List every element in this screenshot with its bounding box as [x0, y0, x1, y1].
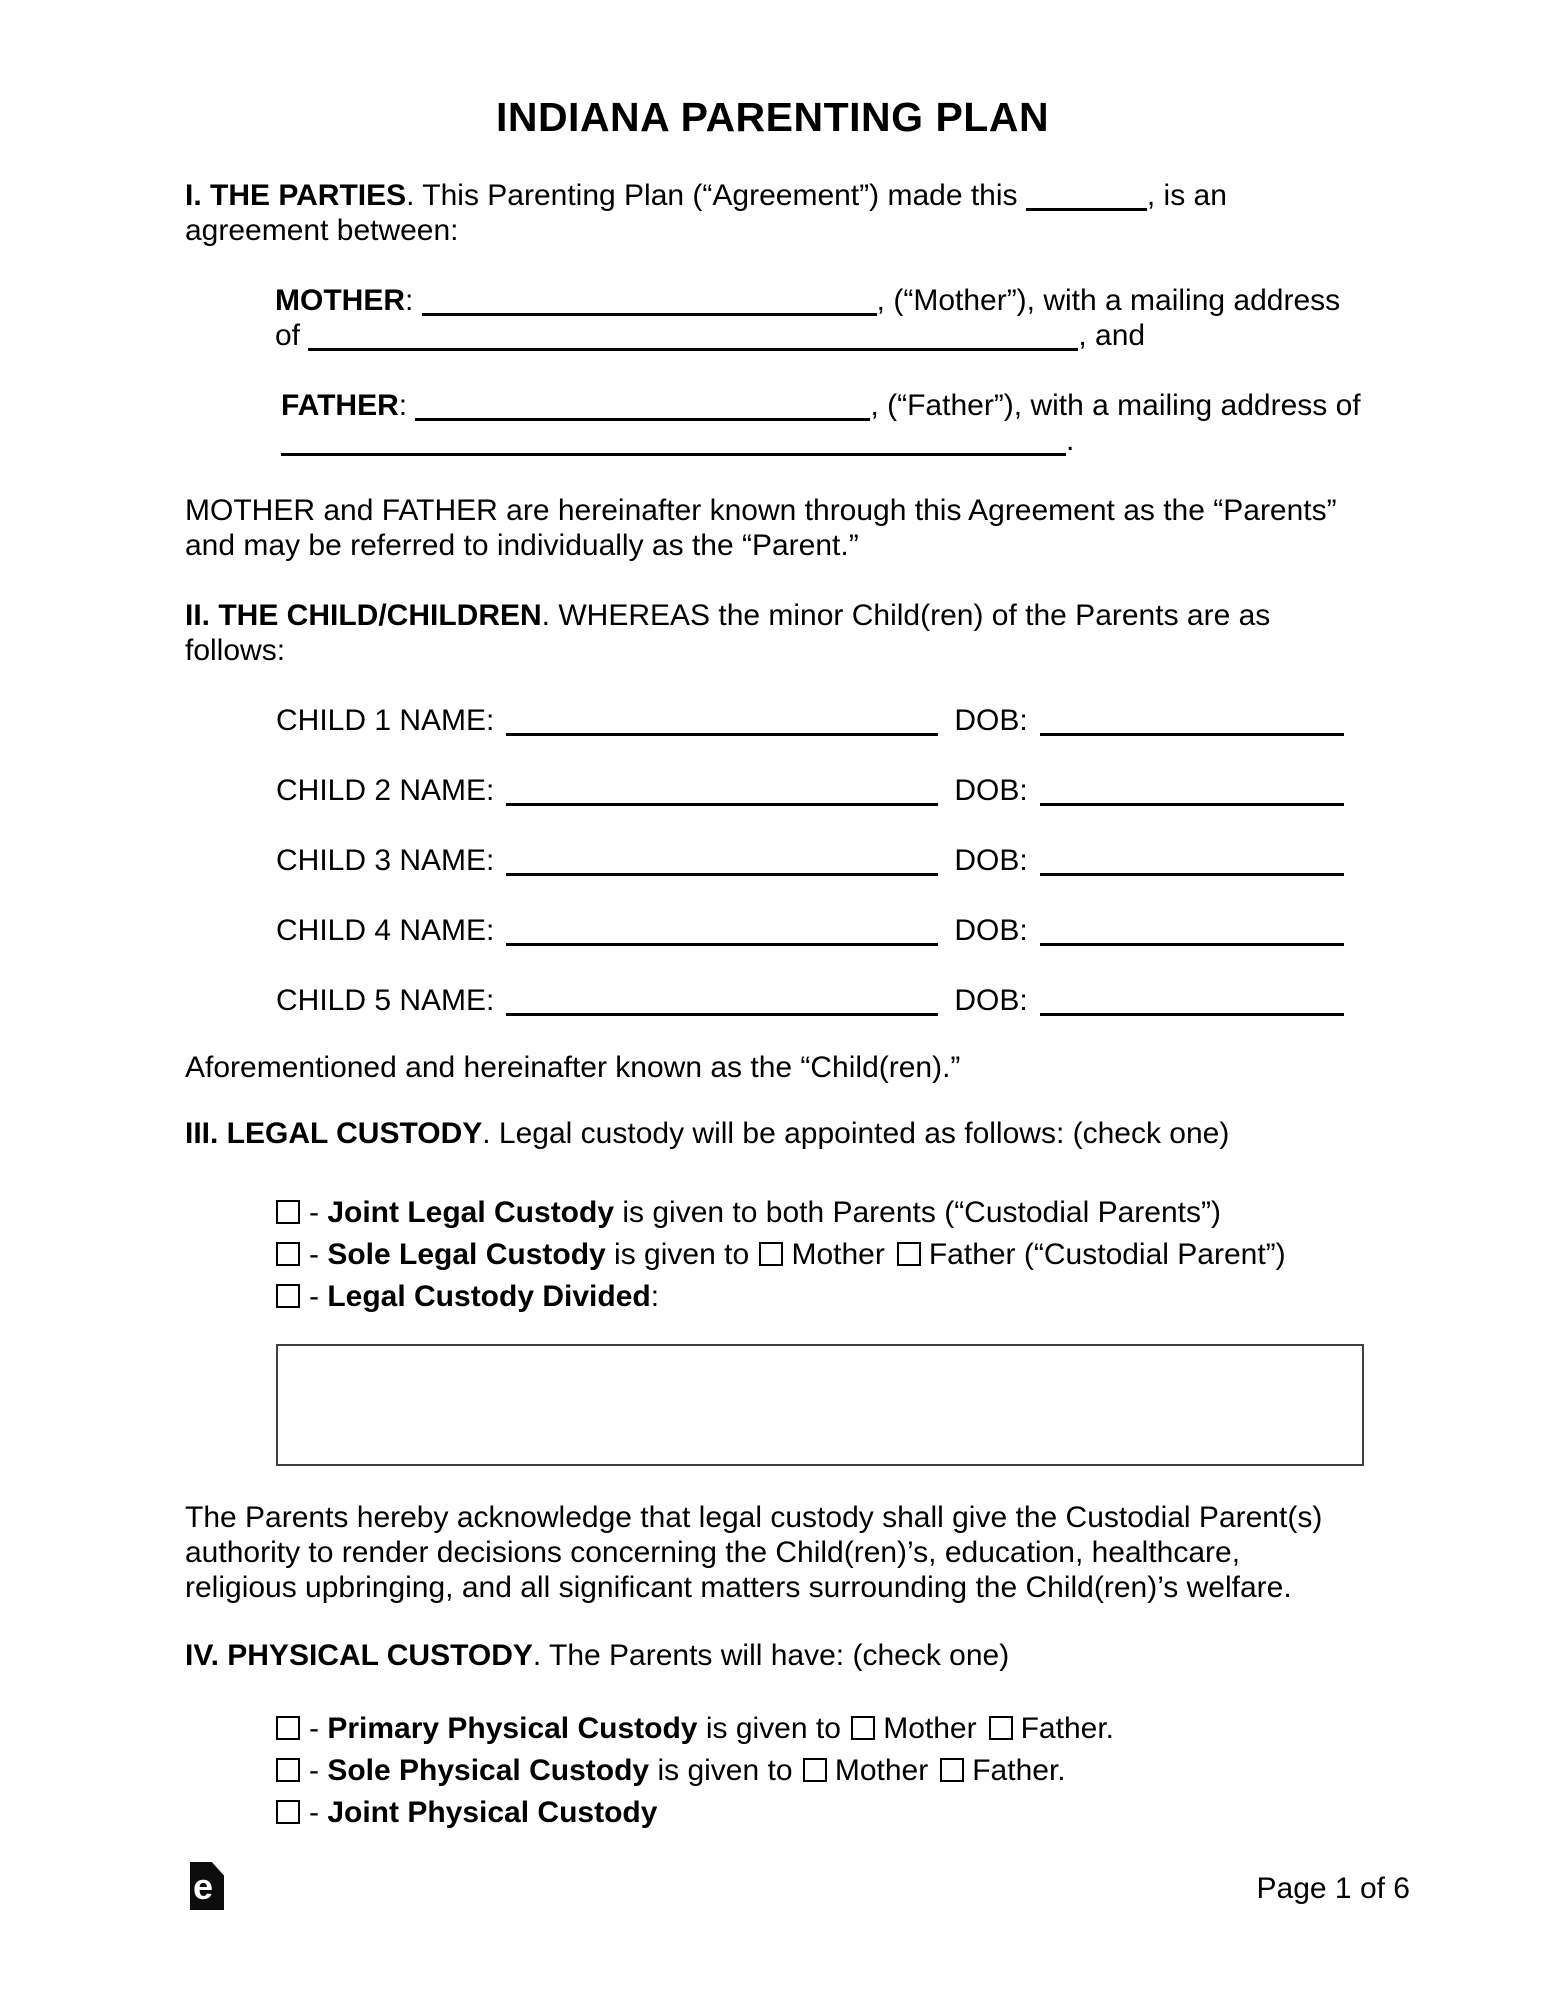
legal-custody-note-line1: The Parents hereby acknowledge that legal custody shall give the Custodial Parent(s)	[185, 1501, 1323, 1534]
child-row-5	[276, 983, 1344, 1018]
checkbox-primary-physical-father[interactable]	[989, 1716, 1013, 1740]
option-dash: -	[309, 1238, 328, 1271]
checkbox-legal-custody-divided[interactable]	[276, 1284, 300, 1308]
option-sole-legal-custody	[276, 1234, 1286, 1276]
father-tail: , (“Father”), with a mailing address of	[870, 389, 1361, 422]
physical-custody-options	[276, 1708, 1114, 1834]
option-sole-physical-custody	[276, 1750, 1114, 1792]
child-row-1	[276, 703, 1344, 738]
child-2-name-field[interactable]	[506, 801, 938, 806]
child-3-dob-label: DOB:	[954, 844, 1028, 877]
child-4-name-field[interactable]	[506, 941, 938, 946]
sole-physical-custody-label: Sole Physical Custody	[327, 1754, 650, 1787]
mother-address-field[interactable]	[308, 346, 1078, 351]
primary-physical-father-label: Father	[1020, 1712, 1106, 1745]
checkbox-sole-physical-mother[interactable]	[803, 1758, 827, 1782]
option-primary-physical-custody	[276, 1708, 1114, 1750]
child-row-2	[276, 773, 1344, 808]
mother-name-field[interactable]	[422, 311, 877, 316]
father-colon: :	[398, 389, 416, 422]
sole-physical-custody-text: is given to	[649, 1754, 801, 1787]
parents-note-line1: MOTHER and FATHER are hereinafter known through this Agreement as the “Parents”	[185, 494, 1337, 527]
primary-physical-mother-label: Mother	[883, 1712, 977, 1745]
section-parties-intro	[185, 178, 1227, 248]
checkbox-joint-legal-custody[interactable]	[276, 1200, 300, 1224]
child-3-name-field[interactable]	[506, 871, 938, 876]
parties-intro-tail: , is an	[1146, 179, 1227, 212]
sole-legal-father-label: Father	[928, 1238, 1016, 1271]
sole-physical-mother-label: Mother	[834, 1754, 929, 1787]
father-block	[281, 388, 1361, 458]
option-dash: -	[309, 1280, 328, 1313]
sole-legal-custody-label: Sole Legal Custody	[327, 1238, 606, 1271]
legal-custody-note-line2: authority to render decisions concerning the Child(ren)’s, education, healthcare,	[185, 1536, 1241, 1569]
father-address-field[interactable]	[281, 451, 1066, 456]
page-title: INDIANA PARENTING PLAN	[495, 94, 1050, 140]
child-row-4	[276, 913, 1344, 948]
legal-custody-heading: III. LEGAL CUSTODY	[185, 1117, 483, 1150]
parties-intro-line2: agreement between:	[185, 214, 459, 247]
option-dash: -	[309, 1754, 328, 1787]
physical-custody-heading: IV. PHYSICAL CUSTODY	[185, 1639, 533, 1672]
sole-legal-mother-label: Mother	[791, 1238, 885, 1271]
checkbox-sole-physical-custody[interactable]	[276, 1758, 300, 1782]
mother-tail: , (“Mother”), with a mailing address	[876, 284, 1341, 317]
section-children-intro	[185, 598, 1270, 668]
option-dash: -	[309, 1796, 328, 1829]
checkbox-joint-physical-custody[interactable]	[276, 1800, 300, 1824]
legal-custody-note	[185, 1500, 1322, 1605]
legal-custody-intro-text: . Legal custody will be appointed as follows: (check one)	[482, 1117, 1230, 1150]
legal-custody-divided-textbox[interactable]	[276, 1344, 1364, 1466]
checkbox-sole-physical-father[interactable]	[940, 1758, 964, 1782]
child-5-name-label: CHILD 5 NAME:	[276, 984, 495, 1017]
child-4-name-label: CHILD 4 NAME:	[276, 914, 495, 947]
child-2-dob-label: DOB:	[954, 774, 1028, 807]
mother-block	[275, 283, 1340, 353]
child-1-name-label: CHILD 1 NAME:	[276, 704, 495, 737]
legal-custody-divided-label: Legal Custody Divided	[327, 1280, 651, 1313]
eforms-logo	[190, 1862, 224, 1910]
eforms-logo-letter: e	[193, 1866, 214, 1907]
parents-note-line2: and may be referred to individually as the “Parent.”	[185, 529, 859, 562]
child-1-dob-label: DOB:	[954, 704, 1028, 737]
mother-colon: :	[405, 284, 422, 317]
checkbox-sole-legal-custody[interactable]	[276, 1242, 300, 1266]
sole-legal-custody-text: is given to	[605, 1238, 758, 1271]
primary-physical-custody-tail: .	[1105, 1712, 1115, 1745]
child-4-dob-field[interactable]	[1040, 941, 1344, 946]
primary-physical-custody-text: is given to	[697, 1712, 850, 1745]
child-5-dob-field[interactable]	[1040, 1011, 1344, 1016]
legal-custody-divided-colon: :	[650, 1280, 660, 1313]
child-4-dob-label: DOB:	[954, 914, 1028, 947]
sole-physical-custody-tail: .	[1057, 1754, 1066, 1787]
child-2-dob-field[interactable]	[1040, 801, 1344, 806]
sole-legal-custody-tail: (“Custodial Parent”)	[1015, 1238, 1286, 1271]
father-name-field[interactable]	[415, 416, 870, 421]
child-row-3	[276, 843, 1344, 878]
child-1-dob-field[interactable]	[1040, 731, 1344, 736]
primary-physical-custody-label: Primary Physical Custody	[327, 1712, 698, 1745]
children-intro-line2: follows:	[185, 634, 286, 667]
child-5-dob-label: DOB:	[954, 984, 1028, 1017]
checkbox-primary-physical-mother[interactable]	[851, 1716, 875, 1740]
child-1-name-field[interactable]	[506, 731, 938, 736]
mother-address-prefix: of	[275, 319, 309, 352]
parties-heading: I. THE PARTIES	[185, 179, 407, 212]
sole-physical-father-label: Father	[972, 1754, 1058, 1787]
mother-label: MOTHER	[275, 284, 405, 317]
child-5-name-field[interactable]	[506, 1011, 938, 1016]
parents-note	[185, 493, 1337, 563]
joint-physical-custody-label: Joint Physical Custody	[327, 1796, 658, 1829]
children-intro-text: . WHEREAS the minor Child(ren) of the Parents are as	[541, 599, 1271, 632]
section-physical-custody-heading	[185, 1638, 1009, 1673]
legal-custody-options	[276, 1192, 1286, 1318]
children-heading: II. THE CHILD/CHILDREN	[185, 599, 542, 632]
option-dash: -	[309, 1196, 328, 1229]
agreement-date-field[interactable]	[1026, 206, 1147, 211]
father-label: FATHER	[281, 389, 399, 422]
legal-custody-note-line3: religious upbringing, and all significant matters surrounding the Child(ren)’s welfare.	[185, 1571, 1292, 1604]
child-3-dob-field[interactable]	[1040, 871, 1344, 876]
option-dash: -	[309, 1712, 328, 1745]
mother-address-tail: , and	[1078, 319, 1146, 352]
father-address-tail: .	[1066, 424, 1075, 457]
checkbox-primary-physical-custody[interactable]	[276, 1716, 300, 1740]
checkbox-sole-legal-mother[interactable]	[759, 1242, 783, 1266]
option-joint-legal-custody	[276, 1192, 1286, 1234]
parties-intro-text: . This Parenting Plan (“Agreement”) made this	[406, 179, 1026, 212]
joint-legal-custody-label: Joint Legal Custody	[327, 1196, 615, 1229]
checkbox-sole-legal-father[interactable]	[897, 1242, 921, 1266]
child-3-name-label: CHILD 3 NAME:	[276, 844, 495, 877]
physical-custody-intro-text: . The Parents will have: (check one)	[532, 1639, 1010, 1672]
option-legal-custody-divided	[276, 1276, 1286, 1318]
child-2-name-label: CHILD 2 NAME:	[276, 774, 495, 807]
option-joint-physical-custody	[276, 1792, 1114, 1834]
joint-legal-custody-text: is given to both Parents (“Custodial Parents”)	[614, 1196, 1221, 1229]
children-note: Aforementioned and hereinafter known as the “Child(ren).”	[185, 1051, 961, 1084]
page-number: Page 1 of 6	[1256, 1872, 1410, 1905]
section-legal-custody-heading	[185, 1116, 1229, 1151]
